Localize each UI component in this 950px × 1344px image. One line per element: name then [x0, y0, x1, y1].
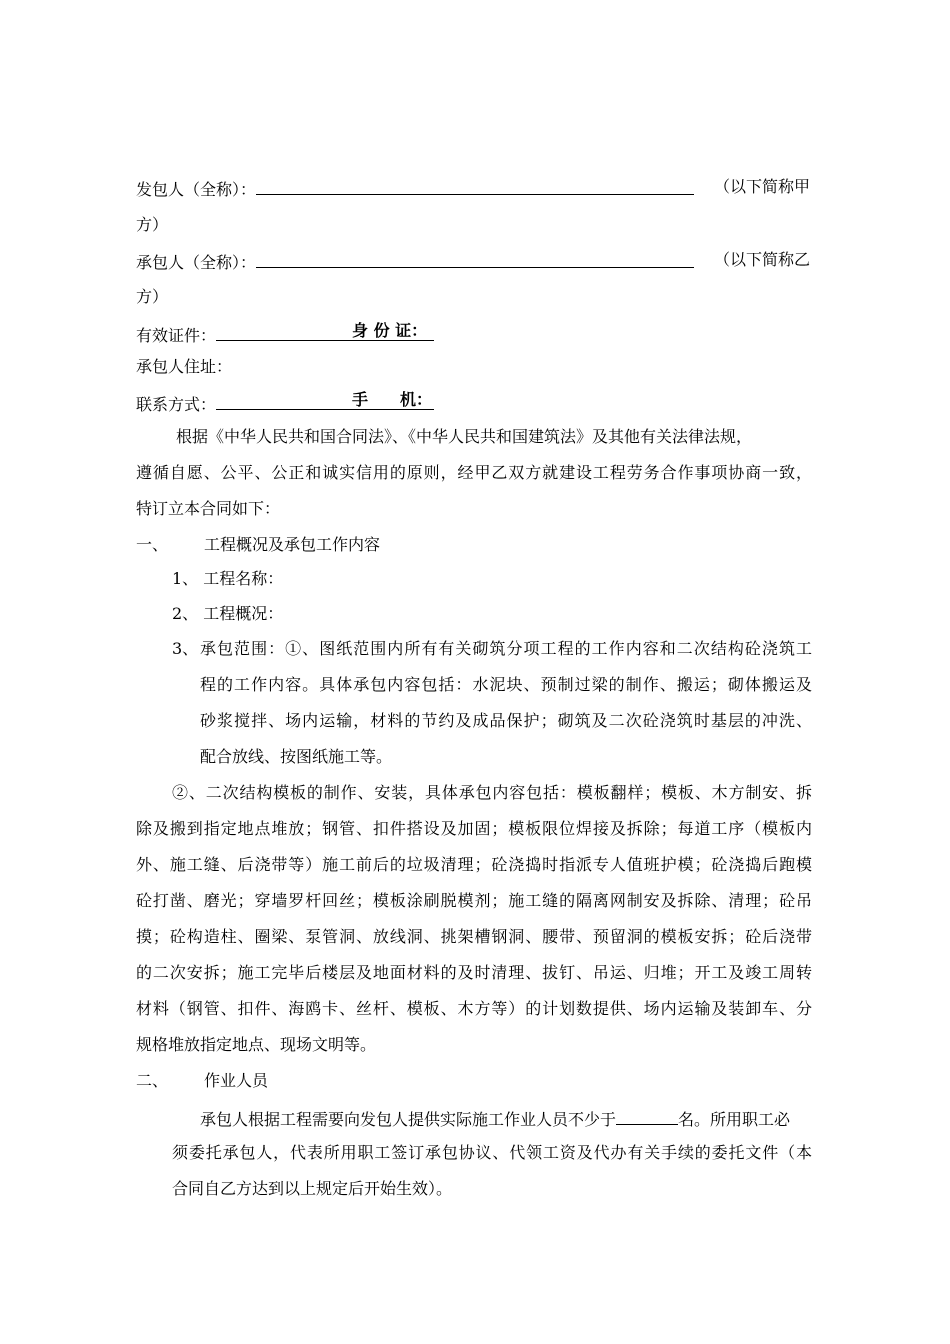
intro-line-1: 根据《中华人民共和国合同法》、《中华人民共和国建筑法》及其他有关法律法规，: [176, 427, 753, 446]
section2-line1-b: 名。所用职工必: [678, 1110, 791, 1129]
section2-number: 二、: [136, 1071, 169, 1090]
employer-suffix-cont: 方）: [136, 215, 169, 234]
section1-para2-line: 外、施工缝、后浇带等）施工前后的垃圾清理；砼浇捣时指派专人值班护模；砼浇捣后跑模: [136, 855, 812, 874]
contact-type: 手 机：: [352, 390, 433, 409]
employer-suffix: （以下简称甲: [714, 177, 811, 196]
section1-para2-line: 砼打凿、磨光；穿墙罗杆回丝；模板涂刷脱模剂；施工缝的隔离网制安及拆除、清理；砼吊: [136, 891, 812, 910]
section1-item3-number: 3、: [172, 639, 199, 658]
employer-label: 发包人（全称）：: [136, 180, 257, 199]
section1-para2-line: 材料（钢管、扣件、海鸥卡、丝杆、模板、木方等）的计划数提供、场内运输及装卸车、分: [136, 999, 812, 1018]
employer-field: [136, 176, 694, 198]
section1-item1: 1、 工程名称：: [172, 569, 284, 588]
worker-count-blank[interactable]: [616, 1106, 678, 1125]
section2-line1-a: 承包人根据工程需要向发包人提供实际施工作业人员不少于: [200, 1110, 617, 1129]
contact-blank[interactable]: [216, 391, 434, 410]
id-type: 身 份 证：: [352, 321, 428, 340]
intro-line-3: 特订立本合同如下：: [136, 499, 281, 518]
employer-name-blank[interactable]: [256, 176, 694, 195]
section1-number: 一、: [136, 535, 169, 554]
address-label: 承包人住址：: [136, 357, 233, 376]
section1-para2-line: 规格堆放指定地点、现场文明等。: [136, 1035, 377, 1054]
section2-line1: [200, 1106, 790, 1128]
contractor-field: [136, 249, 694, 271]
contractor-suffix: （以下简称乙: [714, 250, 811, 269]
section1-item3-line: 配合放线、按图纸施工等。: [200, 747, 393, 766]
section1-item2: 2、 工程概况：: [172, 604, 284, 623]
contractor-label: 承包人（全称）：: [136, 253, 257, 272]
section1-para2-line: 除及搬到指定地点堆放；钢管、扣件搭设及加固；模板限位焊接及拆除；每道工序（模板内: [136, 819, 812, 838]
section1-para2-line: 摸；砼构造柱、圈梁、泵管洞、放线洞、挑架槽钢洞、腰带、预留洞的模板安拆；砼后浇带: [136, 927, 812, 946]
id-field: [136, 322, 434, 344]
contact-label: 联系方式：: [136, 395, 217, 414]
section2-title: 作业人员: [204, 1071, 269, 1090]
section2-line3: 合同自乙方达到以上规定后开始生效）。: [172, 1179, 453, 1198]
section1-item3-line: 承包范围：①、图纸范围内所有有关砌筑分项工程的工作内容和二次结构砼浇筑工: [200, 639, 812, 658]
section1-item3-line: 程的工作内容。具体承包内容包括：水泥块、预制过梁的制作、搬运；砌体搬运及: [200, 675, 812, 694]
section1-item3-line: 砂浆搅拌、场内运输，材料的节约及成品保护；砌筑及二次砼浇筑时基层的冲洗、: [200, 711, 812, 730]
section2-line2: 须委托承包人，代表所用职工签订承包协议、代领工资及代办有关手续的委托文件（本: [172, 1143, 812, 1162]
contractor-suffix-cont: 方）: [136, 287, 169, 306]
section1-para2-line: ②、二次结构模板的制作、安装，具体承包内容包括：模板翻样；模板、木方制安、拆: [172, 783, 812, 802]
contractor-name-blank[interactable]: [256, 249, 694, 268]
section1-para2-line: 的二次安拆；施工完毕后楼层及地面材料的及时清理、拔钉、吊运、归堆；开工及竣工周转: [136, 963, 812, 982]
section1-title: 工程概况及承包工作内容: [204, 535, 381, 554]
contact-field: [136, 391, 434, 413]
intro-line-2: 遵循自愿、公平、公正和诚实信用的原则，经甲乙双方就建设工程劳务合作事项协商一致，: [136, 463, 812, 482]
id-blank[interactable]: [216, 322, 434, 341]
id-label: 有效证件：: [136, 326, 217, 345]
